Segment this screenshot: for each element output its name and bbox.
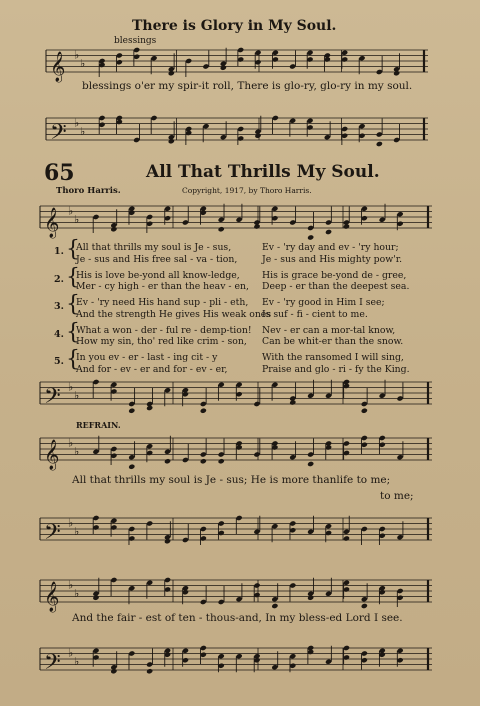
top-lyric-line: blessings o'er my spir-it roll, There is glo-ry, glo-ry in my soul. xyxy=(82,80,413,92)
svg-text:♭: ♭ xyxy=(68,380,74,394)
composer: Thoro Harris. xyxy=(56,186,121,196)
verse-number: 3. xyxy=(54,301,64,312)
refrain-lyric-line-1: All that thrills my soul is Je - sus; He is more thanlife to me; xyxy=(72,474,391,486)
svg-text:♭: ♭ xyxy=(80,56,86,70)
verse-line: Deep - er than the deepest sea. xyxy=(262,281,410,292)
svg-text:𝄞: 𝄞 xyxy=(44,440,60,470)
svg-text:♭: ♭ xyxy=(68,578,74,592)
svg-text:𝄢: 𝄢 xyxy=(44,650,61,680)
music-staff-treble xyxy=(40,432,432,468)
verse-line: Ev - 'ry need His hand sup - pli - eth, xyxy=(76,297,249,308)
verse-line: What a won - der - ful re - demp-tion! xyxy=(76,324,252,336)
refrain-lyric-line-2: And the fair - est of ten - thous-and, In my bless-ed Lord I see. xyxy=(72,612,403,624)
verse-brace: { xyxy=(66,292,80,317)
verse-line: Ev - 'ry day and ev - 'ry hour; xyxy=(262,242,399,253)
music-staff-treble xyxy=(46,44,428,80)
music-staff-treble xyxy=(40,200,432,236)
top-hymn-title: There is Glory in My Soul. xyxy=(132,18,337,34)
verse-line: Can be whit-er than the snow. xyxy=(262,336,404,347)
verse-number: 2. xyxy=(54,273,64,285)
svg-text:♭: ♭ xyxy=(68,204,74,218)
small-lyric-word: blessings xyxy=(114,36,157,46)
svg-text:♭: ♭ xyxy=(74,654,80,668)
verse-brace: { xyxy=(66,237,80,262)
refrain-label: REFRAIN. xyxy=(76,420,121,430)
svg-text:♭: ♭ xyxy=(74,116,80,130)
verse-number: 5. xyxy=(54,356,64,367)
hymn-number: 65 xyxy=(44,160,75,186)
verse-number: 1. xyxy=(54,246,64,257)
verse-line: Is suf - fi - cient to me. xyxy=(262,308,368,320)
verse-brace: { xyxy=(66,347,80,372)
svg-text:♭: ♭ xyxy=(74,524,80,538)
verse-line: Ev - 'ry good in Him I see; xyxy=(262,297,385,308)
svg-text:♭: ♭ xyxy=(68,516,74,530)
verse-line: And for - ev - er and for - ev - er, xyxy=(76,363,228,375)
verse-line: His is love be-yond all know-ledge, xyxy=(76,269,240,281)
verse-line: His is grace be-yond de - gree, xyxy=(262,269,407,281)
verse-line: Praise and glo - ri - fy the King. xyxy=(262,363,410,375)
verse-line: With the ransomed I will sing, xyxy=(262,352,404,363)
verse-line: In you ev - er - last - ing cit - y xyxy=(76,352,218,363)
music-staff-bass xyxy=(46,112,428,148)
verse-number: 4. xyxy=(54,328,64,340)
svg-text:𝄢: 𝄢 xyxy=(50,120,67,150)
svg-text:♭: ♭ xyxy=(74,388,80,402)
verse-brace: { xyxy=(66,264,80,290)
svg-text:𝄢: 𝄢 xyxy=(44,520,61,550)
svg-text:𝄞: 𝄞 xyxy=(44,208,60,238)
music-staff-bass xyxy=(40,642,432,678)
verse-line: Mer - cy high - er than the heav - en, xyxy=(76,281,249,292)
svg-text:♭: ♭ xyxy=(68,646,74,660)
svg-text:♭: ♭ xyxy=(68,436,74,450)
svg-text:♭: ♭ xyxy=(80,124,86,138)
svg-text:𝄞: 𝄞 xyxy=(44,582,60,612)
music-staff-bass xyxy=(40,376,432,412)
music-staff-bass xyxy=(40,512,432,548)
verse-line: And the strength He gives His weak ones xyxy=(76,308,272,320)
verse-line: How my sin, tho' red like crim - son, xyxy=(76,336,247,347)
refrain-lyric-extra: to me; xyxy=(380,490,414,502)
verse-line: Nev - er can a mor-tal know, xyxy=(262,324,396,336)
verse-line: Je - sus and His mighty pow'r. xyxy=(262,253,403,265)
svg-text:𝄢: 𝄢 xyxy=(44,384,61,414)
verse-brace: { xyxy=(66,319,80,345)
hymn-title: All That Thrills My Soul. xyxy=(146,162,380,182)
svg-text:♭: ♭ xyxy=(74,48,80,62)
svg-text:♭: ♭ xyxy=(74,586,80,600)
verse-line: Je - sus and His free sal - va - tion, xyxy=(76,253,238,265)
svg-text:𝄞: 𝄞 xyxy=(50,52,66,82)
svg-text:♭: ♭ xyxy=(74,444,80,458)
music-staff-treble xyxy=(40,574,432,610)
verse-line: All that thrills my soul is Je - sus, xyxy=(76,242,232,253)
copyright: Copyright, 1917, by Thoro Harris. xyxy=(182,186,312,195)
svg-text:♭: ♭ xyxy=(74,212,80,226)
